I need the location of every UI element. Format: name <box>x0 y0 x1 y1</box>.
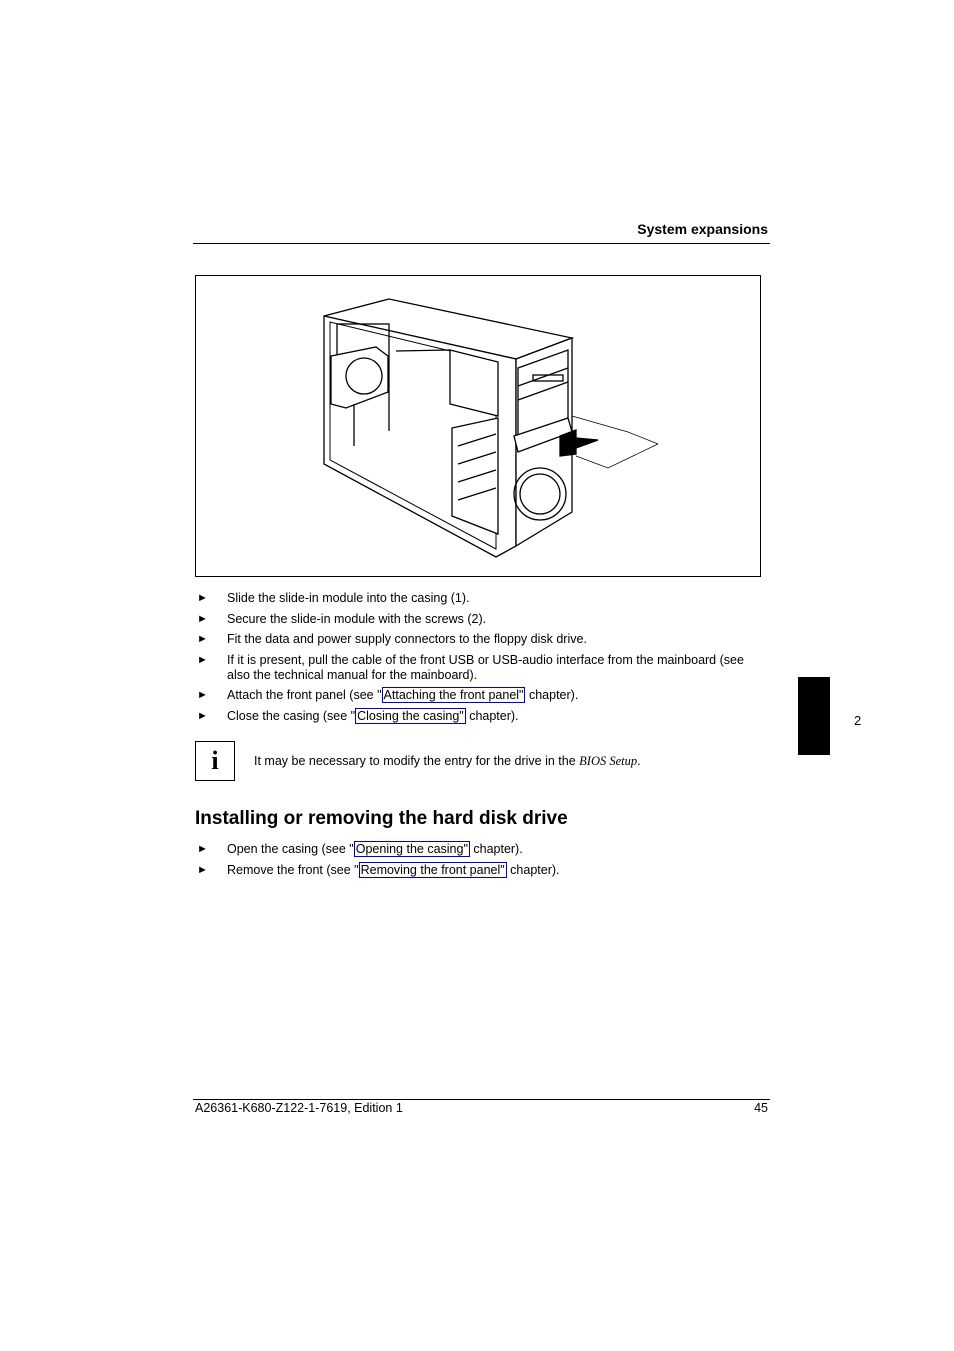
step-text: If it is present, pull the cable of the front USB or USB-audio interface from the mainboard (see also the technical manual for the mainboard). <box>227 652 744 682</box>
callout-1: 1 <box>770 712 778 727</box>
bullet-arrow-icon: ► <box>197 863 208 876</box>
bullet-arrow-icon: ► <box>197 592 208 604</box>
header-rule <box>193 243 770 244</box>
step-text: Fit the data and power supply connectors to the floppy disk drive. <box>227 632 587 646</box>
list-item <box>195 709 770 724</box>
bullet-arrow-icon: ► <box>197 633 208 645</box>
footer-doc-id: A26361-K680-Z122-1-7619, Edition 1 <box>195 1101 403 1115</box>
step-text-pre: Attach the front panel (see " <box>227 688 382 702</box>
list-item <box>195 653 770 683</box>
section-heading: Installing or removing the hard disk drive <box>195 808 568 829</box>
footer-rule <box>193 1099 770 1100</box>
chapter-thumb-tab <box>798 677 830 755</box>
bullet-arrow-icon: ► <box>197 689 208 701</box>
step-text: Secure the slide-in module with the screws (2). <box>227 611 487 626</box>
list-item <box>195 842 770 857</box>
info-text-post: . <box>637 754 641 768</box>
list-item <box>195 591 770 606</box>
list-item <box>195 612 770 627</box>
bullet-arrow-icon: ► <box>197 843 208 855</box>
link-attaching-front-panel[interactable]: Attaching the front panel" <box>383 688 524 702</box>
link-closing-casing[interactable]: Closing the casing" <box>357 708 464 723</box>
callout-2: 2 <box>854 713 862 728</box>
step-text-pre: Remove the front (see " <box>227 862 359 877</box>
bullet-arrow-icon: ► <box>197 612 208 625</box>
procedure-list-2 <box>195 842 770 883</box>
list-item <box>195 863 770 878</box>
info-icon: i <box>195 741 235 781</box>
bullet-arrow-icon: ► <box>197 709 208 722</box>
link-removing-front-panel[interactable]: Removing the front panel" <box>360 862 505 877</box>
step-text-pre: Open the casing (see " <box>227 842 354 856</box>
step-text: Slide the slide-in module into the casing (1). <box>227 591 470 605</box>
list-item <box>195 632 770 647</box>
info-text-pre: It may be necessary to modify the entry for the drive in the <box>254 754 580 768</box>
page-number: 45 <box>754 1101 768 1115</box>
link-opening-casing[interactable]: Opening the casing" <box>355 842 468 856</box>
list-item <box>195 688 770 703</box>
procedure-list-1 <box>195 591 770 729</box>
info-note <box>254 754 641 769</box>
step-text-post: chapter). <box>525 688 579 702</box>
bullet-arrow-icon: ► <box>197 653 208 666</box>
step-text-post: chapter). <box>506 862 560 877</box>
bios-setup-term: BIOS Setup <box>579 754 638 768</box>
step-text-post: chapter). <box>465 708 519 723</box>
pc-casing-drive-illustration <box>196 276 762 578</box>
step-text-pre: Close the casing (see " <box>227 708 356 723</box>
step-text-post: chapter). <box>469 842 523 856</box>
running-header: System expansions <box>637 221 768 237</box>
